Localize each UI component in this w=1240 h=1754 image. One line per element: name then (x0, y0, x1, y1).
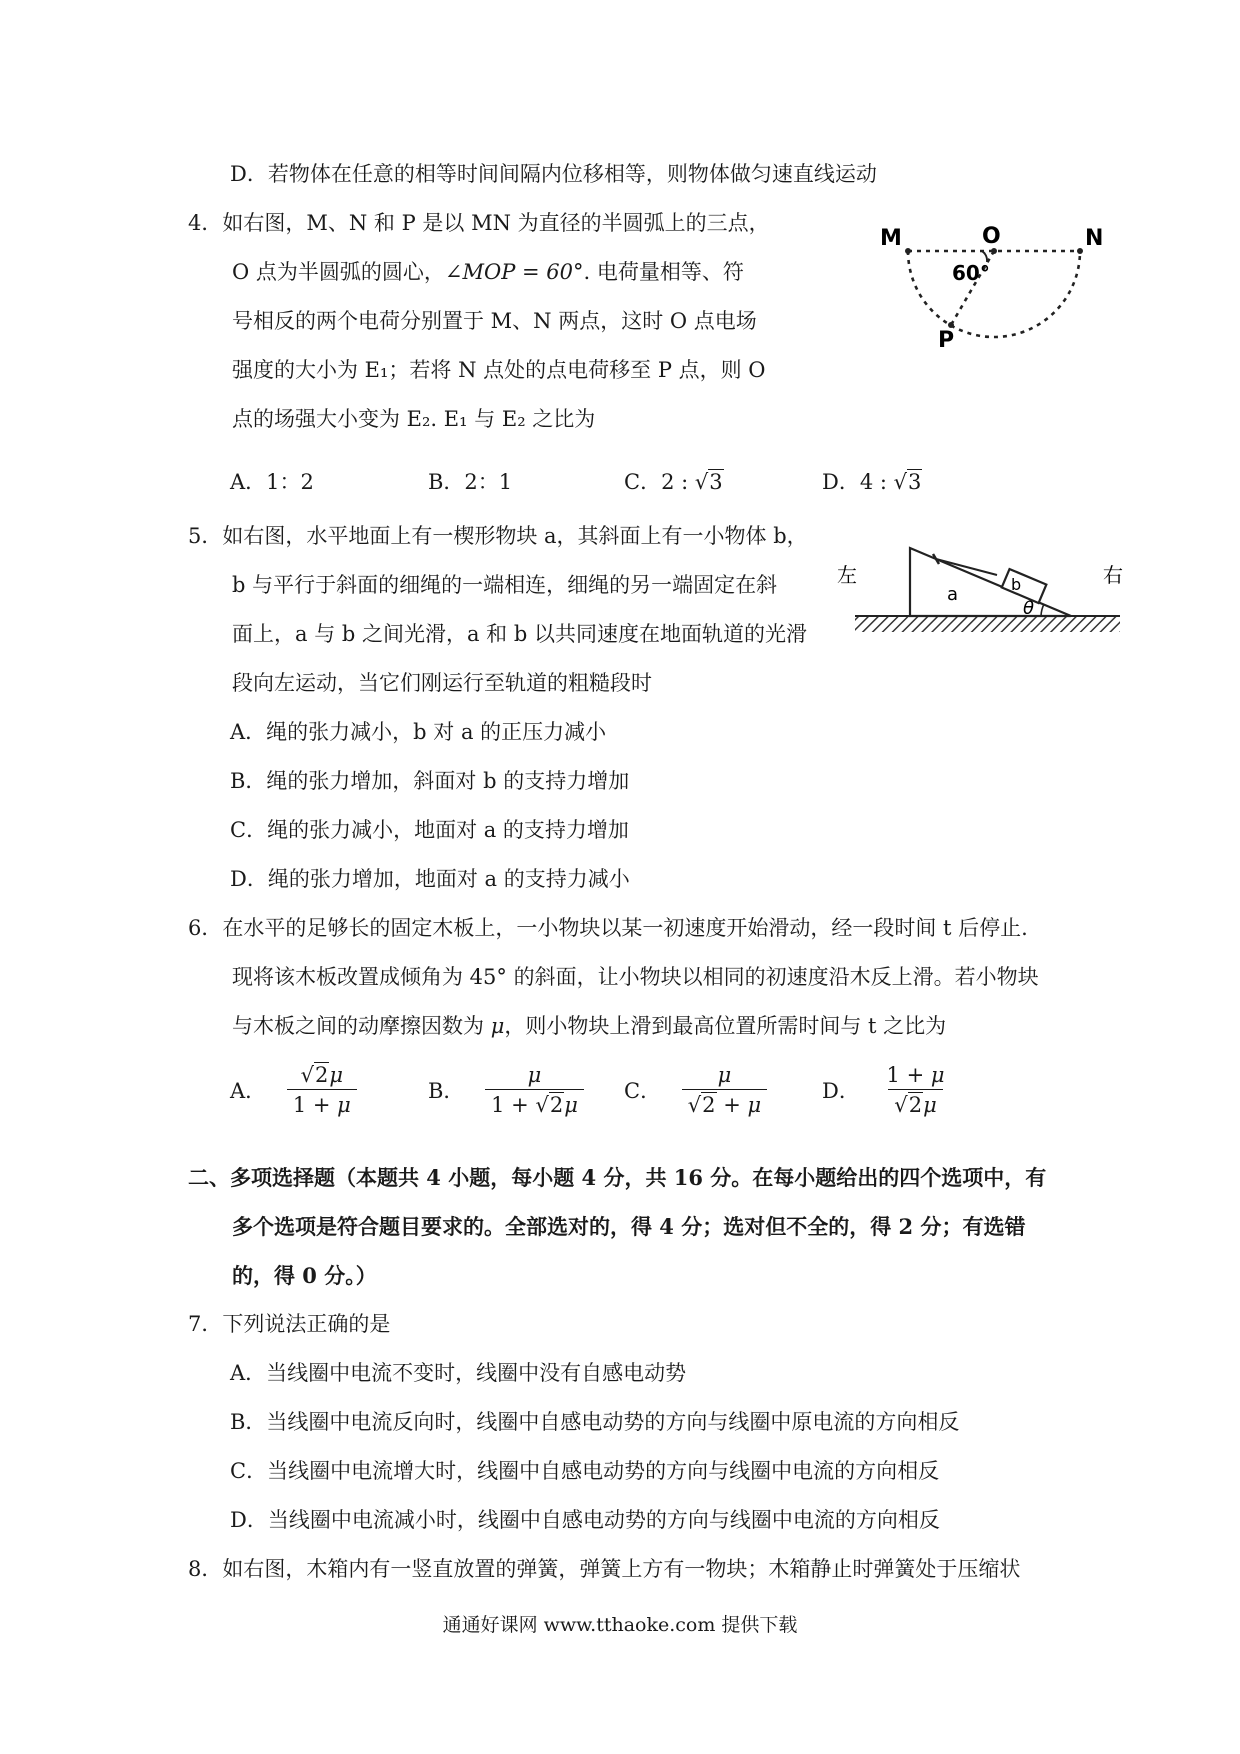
q6-option-d (822, 1063, 951, 1117)
q4-option-c-radicand: 3 (709, 470, 723, 494)
q4-label-n: N (1085, 226, 1104, 251)
q5-theta-arc (1041, 604, 1044, 616)
q6-c-den-mu: μ (747, 1093, 762, 1117)
q5-label-b: b (1011, 575, 1022, 594)
sqrt-icon: √2 (535, 1093, 564, 1117)
q6-b-den-mu: μ (564, 1093, 578, 1117)
q4-angle-expression: ∠MOP = 60° (444, 260, 584, 284)
q7-option-b: B．当线圈中电流反向时，线圈中自感电动势的方向与线圈中原电流的方向相反 (230, 1410, 960, 1434)
q3-option-d: D．若物体在任意的相等时间间隔内位移相等，则物体做匀速直线运动 (230, 162, 877, 186)
q6-stem-line3-tail: ，则小物块上滑到最高位置所需时间与 t 之比为 (504, 1014, 947, 1038)
section2-heading-line1: 二、多项选择题（本题共 4 小题，每小题 4 分，共 16 分。在每小题给出的四个选项中，有 (188, 1165, 1047, 1190)
q4-point-n (1077, 248, 1083, 254)
q4-option-d-value: 4 : (859, 470, 894, 494)
q6-stem-line1: 6．在水平的足够长的固定木板上，一小物块以某一初速度开始滑动，经一段时间 t 后停止. (188, 916, 1028, 940)
q5-label-right: 右 (1103, 563, 1123, 587)
q6-d-den-mu: μ (923, 1093, 937, 1117)
q4-option-c-label: C． (624, 470, 662, 494)
q4-semicircle-figure (870, 215, 1110, 360)
q5-option-d: D．绳的张力增加，地面对 a 的支持力减小 (230, 867, 630, 891)
q5-stem-line2: b 与平行于斜面的细绳的一端相连，细绳的另一端固定在斜 (232, 573, 778, 597)
q6-stem-line3 (232, 1014, 946, 1039)
q5-wedge-figure (835, 530, 1135, 640)
q5-label-left: 左 (837, 563, 857, 587)
q6-b-mu: μ (527, 1063, 542, 1087)
q6-stem-line2: 现将该木板改置成倾角为 45° 的斜面，让小物块以相同的初速度沿木反上滑。若小物块 (232, 965, 1039, 989)
q5-option-c: C．绳的张力减小，地面对 a 的支持力增加 (230, 818, 629, 842)
q6-stem-line3-text: 与木板之间的动摩擦因数为 (232, 1014, 491, 1038)
q5-stem-line3: 面上，a 与 b 之间光滑，a 和 b 以共同速度在地面轨道的光滑 (232, 622, 807, 646)
q6-d-radicand: 2 (908, 1093, 923, 1117)
q5-stem-line4: 段向左运动，当它们刚运行至轨道的粗糙段时 (232, 671, 652, 695)
q4-option-d (822, 466, 922, 496)
q6-a-radicand: 2 (315, 1063, 329, 1087)
q6-option-c-label: C． (624, 1079, 662, 1103)
q4-label-m: M (880, 226, 902, 251)
q4-stem-line2 (232, 260, 744, 285)
q4-point-m (905, 248, 911, 254)
q6-option-c-denominator (682, 1089, 767, 1117)
q4-option-c-value: 2 : (661, 470, 695, 494)
q4-option-d-label: D． (822, 470, 860, 494)
q6-b-one-plus: 1 + (491, 1093, 536, 1117)
q5-ground (855, 616, 1120, 632)
q6-option-a-numerator (295, 1063, 349, 1089)
sqrt-icon: √3 (893, 470, 922, 494)
sqrt-icon: √3 (694, 470, 723, 494)
q4-option-b: B．2：1 (428, 470, 513, 494)
q6-a-mu: μ (329, 1063, 344, 1087)
q6-option-b-fraction (485, 1063, 584, 1117)
q6-option-b-numerator (522, 1063, 548, 1089)
q6-option-a-label: A． (230, 1079, 267, 1103)
q6-c-plus: + (716, 1093, 748, 1117)
q6-option-b-denominator (485, 1089, 584, 1117)
q4-stem-line1: 4．如右图，M、N 和 P 是以 MN 为直径的半圆弧上的三点， (188, 211, 770, 235)
q6-c-mu: μ (717, 1063, 732, 1087)
q4-stem-line4: 强度的大小为 E₁；若将 N 点处的点电荷移至 P 点，则 O (232, 358, 766, 382)
q4-label-p: P (938, 328, 955, 353)
q4-stem-line5: 点的场强大小变为 E₂. E₁ 与 E₂ 之比为 (232, 407, 596, 431)
page-footer: 通通好课网 www.tthaoke.com 提供下载 (442, 1614, 798, 1636)
q4-stem-line2-tail: . 电荷量相等、符 (583, 260, 744, 284)
q6-d-mu: μ (930, 1063, 945, 1087)
q6-option-c-numerator (712, 1063, 738, 1089)
q6-b-radicand: 2 (549, 1093, 564, 1117)
sqrt-icon: √2 (300, 1063, 329, 1087)
q5-label-theta: θ (1023, 598, 1035, 619)
q6-d-one-plus: 1 + (886, 1063, 931, 1087)
q6-a-den-mu: μ (337, 1093, 351, 1117)
q4-semicircle-arc (908, 251, 1080, 337)
q6-option-d-numerator (881, 1063, 951, 1089)
q7-option-a: A．当线圈中电流不变时，线圈中没有自感电动势 (230, 1361, 687, 1385)
q7-stem: 7．下列说法正确的是 (188, 1312, 391, 1336)
q6-option-d-fraction (881, 1063, 951, 1117)
q7-option-c: C．当线圈中电流增大时，线圈中自感电动势的方向与线圈中电流的方向相反 (230, 1459, 940, 1483)
q6-option-c (624, 1063, 767, 1117)
q6-option-a-denominator (287, 1089, 357, 1117)
q6-option-b-label: B． (428, 1079, 465, 1103)
section2-heading-line2: 多个选项是符合题目要求的。全部选对的，得 4 分；选对但不全的，得 2 分；有选错 (232, 1214, 1026, 1239)
q4-label-o: O (982, 224, 1001, 249)
q6-a-one-plus: 1 + (292, 1093, 338, 1117)
q4-option-d-radicand: 3 (908, 470, 922, 494)
q4-stem-line3: 号相反的两个电荷分别置于 M、N 两点，这时 O 点电场 (232, 309, 757, 333)
section2-heading-line3: 的，得 0 分。） (232, 1263, 377, 1288)
q4-label-angle: 60° (952, 261, 990, 285)
q6-option-d-denominator (888, 1089, 942, 1117)
sqrt-icon: √2 (687, 1093, 716, 1117)
q6-mu-symbol: μ (490, 1014, 505, 1038)
q7-option-d: D．当线圈中电流减小时，线圈中自感电动势的方向与线圈中电流的方向相反 (230, 1508, 940, 1532)
q8-stem-line1: 8．如右图，木箱内有一竖直放置的弹簧，弹簧上方有一物块；木箱静止时弹簧处于压缩状 (188, 1557, 1021, 1581)
q4-stem-line2-text: O 点为半圆弧的圆心， (232, 260, 445, 284)
q5-stem-line1: 5．如右图，水平地面上有一楔形物块 a，其斜面上有一小物体 b， (188, 524, 808, 548)
q6-option-a-fraction (287, 1063, 357, 1117)
q6-option-a (230, 1063, 357, 1117)
q6-option-b (428, 1063, 584, 1117)
sqrt-icon: √2 (894, 1093, 923, 1117)
q5-label-a: a (947, 584, 959, 605)
q6-option-c-fraction (682, 1063, 767, 1117)
q6-option-d-label: D． (822, 1079, 860, 1103)
q4-option-c (624, 466, 724, 496)
q6-c-radicand: 2 (702, 1093, 716, 1117)
q4-option-a: A．1：2 (230, 470, 314, 494)
q5-option-b: B．绳的张力增加，斜面对 b 的支持力增加 (230, 769, 630, 793)
q5-option-a: A．绳的张力减小，b 对 a 的正压力减小 (230, 720, 607, 744)
